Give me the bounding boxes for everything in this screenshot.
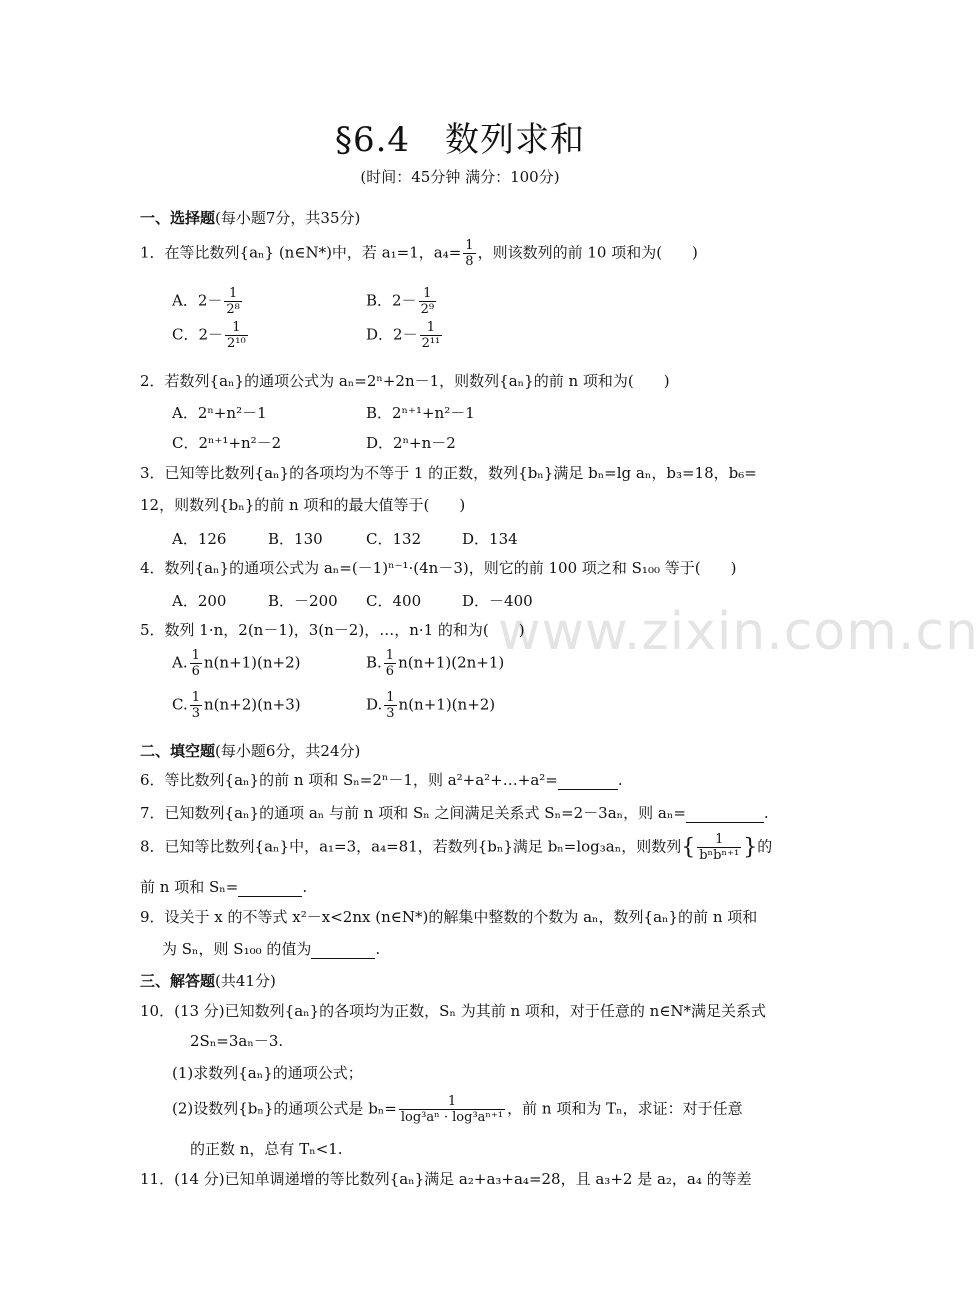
question-1 — [140, 238, 698, 269]
fraction: $\frac{1}{3}$ — [386, 690, 395, 721]
section-title: 一、选择题 — [140, 209, 216, 227]
section-heading-choice — [140, 207, 360, 228]
q3-option-a: A．126 — [172, 530, 227, 548]
q1-option-a: A．2－ $\frac{1}{\text{2⁸}}$ — [172, 286, 240, 317]
answer-blank — [558, 771, 618, 790]
question-6: 6．等比数列{aₙ}的前 n 项和 Sₙ=2ⁿ－1，则 a²+a²+…+a²= . — [140, 771, 623, 789]
q1-option-c: C．2－ $\frac{1}{\text{2¹⁰}}$ — [172, 320, 246, 351]
section-title: 二、填空题 — [140, 742, 216, 760]
question-5: 5．数列 1·n，2(n－1)，3(n－2)，…，n·1 的和为( ) — [140, 621, 525, 639]
question-10-part-1: (1)求数列{aₙ}的通项公式； — [172, 1064, 363, 1082]
question-10-part-2-cont: 的正数 n，总有 Tₙ<1. — [190, 1140, 343, 1158]
fraction: $\frac{1}{\text{2⁸}}$ — [226, 286, 240, 317]
fraction: $\frac{1}{\text{2⁹}}$ — [420, 286, 435, 317]
q2-option-a: A．2ⁿ+n²－1 — [172, 404, 267, 422]
question-text: 1．在等比数列{aₙ} (n∈N*)中，若 a₁=1，a₄= — [140, 243, 462, 262]
fraction: $\frac{1}{8}$ — [465, 238, 474, 269]
question-8-line-1: 8．已知等比数列{aₙ}中，a₁=3，a₄=81，若数列{bₙ}满足 bₙ=log₃aₙ，则数列{ $\frac{1}{\text{bⁿbⁿ⁺¹}}$ }的 — [140, 832, 773, 863]
answer-blank — [311, 940, 375, 959]
page-subtitle: (时间：45分钟 满分：100分) — [360, 168, 560, 186]
q1-option-b: B．2－ $\frac{1}{\text{2⁹}}$ — [366, 286, 435, 317]
q3-option-c: C．132 — [366, 530, 422, 548]
question-11: 11．(14 分)已知单调递增的等比数列{aₙ}满足 a₂+a₃+a₄=28，且 a₃+2 是 a₂，a₄ 的等差 — [140, 1170, 752, 1188]
q5-option-a: A. $\frac{1}{6}$ n(n+1)(n+2) — [172, 648, 301, 679]
q1-option-d: D．2－ $\frac{1}{\text{2¹¹}}$ — [366, 320, 441, 351]
q2-option-b: B．2ⁿ⁺¹+n²－1 — [366, 404, 475, 422]
section-title: 三、解答题 — [140, 972, 216, 990]
question-4: 4．数列{aₙ}的通项公式为 aₙ=(－1)ⁿ⁻¹·(4n－3)，则它的前 100 项之和 S₁₀₀ 等于( ) — [140, 559, 737, 577]
question-10-part-2: (2)设数列{bₙ}的通项公式是 bₙ= $\frac{1}{\text{log³aⁿ · log³aⁿ⁺¹}}$ ，前 n 项和为 Tₙ，求证：对于任意 — [172, 1094, 743, 1125]
answer-blank — [686, 804, 764, 823]
q4-option-d: D．－400 — [462, 592, 533, 610]
section-note: (共41分) — [215, 972, 276, 990]
q3-option-d: D．134 — [462, 530, 518, 548]
q5-option-d: D. $\frac{1}{3}$ n(n+1)(n+2) — [366, 690, 496, 721]
watermark: www.zixin.com.cn — [498, 602, 979, 662]
question-2: 2．若数列{aₙ}的通项公式为 aₙ=2ⁿ+2n－1，则数列{aₙ}的前 n 项和为( ) — [140, 372, 670, 390]
section-heading-fill — [140, 740, 360, 761]
question-3-line-2: 12，则数列{bₙ}的前 n 项和的最大值等于( ) — [140, 496, 466, 514]
fraction: $\frac{1}{\text{bⁿbⁿ⁺¹}}$ — [699, 832, 740, 863]
fraction: $\frac{1}{\text{log³aⁿ · log³aⁿ⁺¹}}$ — [400, 1094, 504, 1125]
q3-option-b: B．130 — [268, 530, 323, 548]
fraction: $\frac{1}{\text{2¹⁰}}$ — [227, 320, 246, 351]
fraction: $\frac{1}{6}$ — [385, 648, 395, 679]
question-9-line-2: 为 Sₙ，则 S₁₀₀ 的值为 . — [162, 940, 381, 958]
question-9-line-1: 9．设关于 x 的不等式 x²－x<2nx (n∈N*)的解集中整数的个数为 aₙ，数列{aₙ}的前 n 项和 — [140, 908, 758, 926]
q2-option-d: D．2ⁿ+n－2 — [366, 434, 456, 452]
question-text: ，则该数列的前 10 项和为( ) — [477, 243, 698, 262]
question-7: 7．已知数列{aₙ}的通项 aₙ 与前 n 项和 Sₙ 之间满足关系式 Sₙ=2－3aₙ，则 aₙ= . — [140, 804, 769, 822]
q5-option-c: C. $\frac{1}{3}$ n(n+2)(n+3) — [172, 690, 301, 721]
question-8-line-2: 前 n 项和 Sₙ= . — [140, 878, 308, 896]
q5-option-b: B. $\frac{1}{6}$ n(n+1)(2n+1) — [366, 648, 505, 679]
q2-option-c: C．2ⁿ⁺¹+n²－2 — [172, 434, 282, 452]
question-10-line-1: 10．(13 分)已知数列{aₙ}的各项均为正数，Sₙ 为其前 n 项和，对于任意的 n∈N*满足关系式 — [140, 1002, 767, 1020]
fraction: $\frac{1}{3}$ — [191, 690, 200, 721]
section-heading-solve — [140, 970, 276, 991]
question-10-line-2: 2Sₙ=3aₙ－3. — [190, 1032, 284, 1050]
answer-blank — [238, 878, 302, 897]
fraction: $\frac{1}{6}$ — [191, 648, 200, 679]
q4-option-b: B．－200 — [268, 592, 338, 610]
question-3-line-1: 3．已知等比数列{aₙ}的各项均为不等于 1 的正数，数列{bₙ}满足 bₙ=lg aₙ，b₃=18，b₆= — [140, 464, 757, 482]
fraction: $\frac{1}{\text{2¹¹}}$ — [421, 320, 441, 351]
page-title: §6.4 数列求和 — [334, 120, 586, 160]
q4-option-a: A．200 — [172, 592, 227, 610]
q4-option-c: C．400 — [366, 592, 422, 610]
section-note: (每小题6分，共24分) — [215, 742, 361, 760]
section-note: (每小题7分，共35分) — [215, 209, 361, 227]
